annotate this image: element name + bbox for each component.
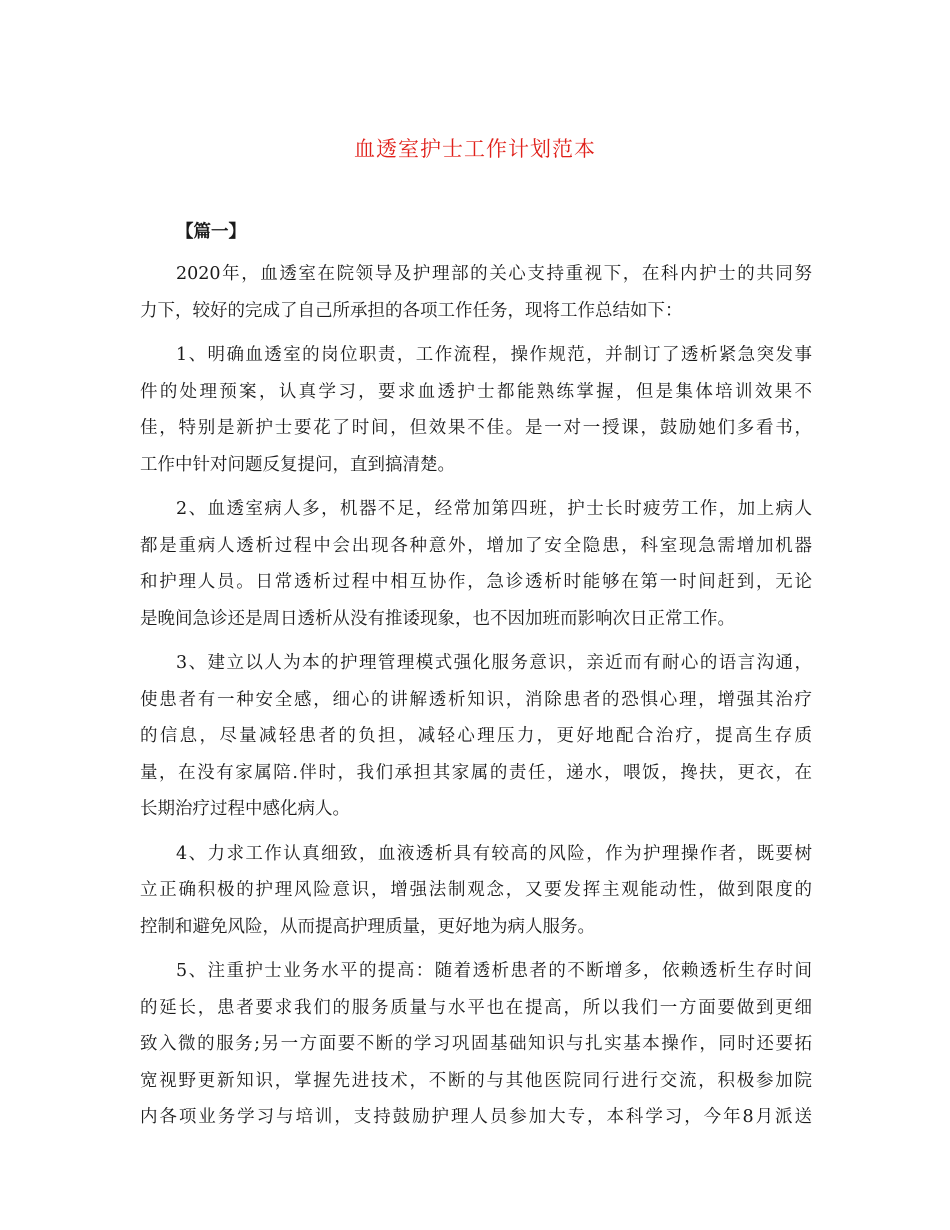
paragraph-line: 工作中针对问题反复提问，直到搞清楚。 xyxy=(140,454,455,475)
paragraph-line: 使患者有一种安全感，细心的讲解透析知识，消除患者的恐惧心理，增强其治疗 xyxy=(140,689,812,710)
paragraph-line: 的延长，患者要求我们的服务质量与水平也在提高，所以我们一方面要做到更细 xyxy=(140,997,812,1018)
section-heading: 【篇一】 xyxy=(176,222,246,242)
paragraph-line: 力下，较好的完成了自己所承担的各项工作任务，现将工作总结如下： xyxy=(140,300,683,321)
paragraph-intro xyxy=(140,256,812,329)
paragraph-line: 量，在没有家属陪.伴时，我们承担其家属的责任，递水，喂饭，搀扶，更衣，在 xyxy=(140,762,812,783)
paragraph-line: 立正确积极的护理风险意识，增强法制观念，又要发挥主观能动性，做到限度的 xyxy=(140,880,812,900)
paragraph-line: 都是重病人透析过程中会出现各种意外，增加了安全隐患，科室现急需增加机器 xyxy=(140,535,812,556)
paragraph-item-3 xyxy=(140,645,812,828)
paragraph-item-5 xyxy=(140,953,812,1136)
paragraph-line: 2、血透室病人多，机器不足，经常加第四班，护士长时疲劳工作，加上病人 xyxy=(176,499,812,519)
paragraph-line: 的信息，尽量减轻患者的负担，减轻心理压力，更好地配合治疗，提高生存质 xyxy=(140,726,812,746)
document-title: 血透室护士工作计划范本 xyxy=(354,137,596,161)
paragraph-line: 长期治疗过程中感化病人。 xyxy=(140,799,350,819)
paragraph-line: 佳，特别是新护士要花了时间，但效果不佳。是一对一授课，鼓励她们多看书， xyxy=(140,418,812,438)
document-body xyxy=(140,256,812,1144)
paragraph-item-2 xyxy=(140,491,812,637)
paragraph-line: 1、明确血透室的岗位职责，工作流程，操作规范，并制订了透析紧急突发事 xyxy=(176,345,812,365)
paragraph-line: 3、建立以人为本的护理管理模式强化服务意识，亲近而有耐心的语言沟通， xyxy=(176,653,812,673)
paragraph-line: 2020年，血透室在院领导及护理部的关心支持重视下，在科内护士的共同努 xyxy=(176,264,812,284)
paragraph-line: 控制和避免风险，从而提高护理质量，更好地为病人服务。 xyxy=(140,916,595,937)
paragraph-line: 内各项业务学习与培训，支持鼓励护理人员参加大专，本科学习，今年8月派送 xyxy=(140,1107,812,1127)
paragraph-line: 和护理人员。日常透析过程中相互协作，急诊透析时能够在第一时间赶到，无论 xyxy=(140,572,812,592)
paragraph-item-4 xyxy=(140,836,812,946)
paragraph-line: 致入微的服务;另一方面要不断的学习巩固基础知识与扎实基本操作，同时还要拓 xyxy=(140,1034,812,1054)
paragraph-line: 宽视野更新知识，掌握先进技术，不断的与其他医院同行进行交流，积极参加院 xyxy=(140,1070,812,1091)
paragraph-line: 件的处理预案，认真学习，要求血透护士都能熟练掌握，但是集体培训效果不 xyxy=(140,381,812,402)
paragraph-item-1 xyxy=(140,337,812,483)
paragraph-line: 是晚间急诊还是周日透析从没有推诿现象，也不因加班而影响次日正常工作。 xyxy=(140,608,735,629)
paragraph-line: 4、力求工作认真细致，血液透析具有较高的风险，作为护理操作者，既要树 xyxy=(176,843,812,864)
paragraph-line: 5、注重护士业务水平的提高：随着透析患者的不断增多，依赖透析生存时间 xyxy=(176,961,812,981)
